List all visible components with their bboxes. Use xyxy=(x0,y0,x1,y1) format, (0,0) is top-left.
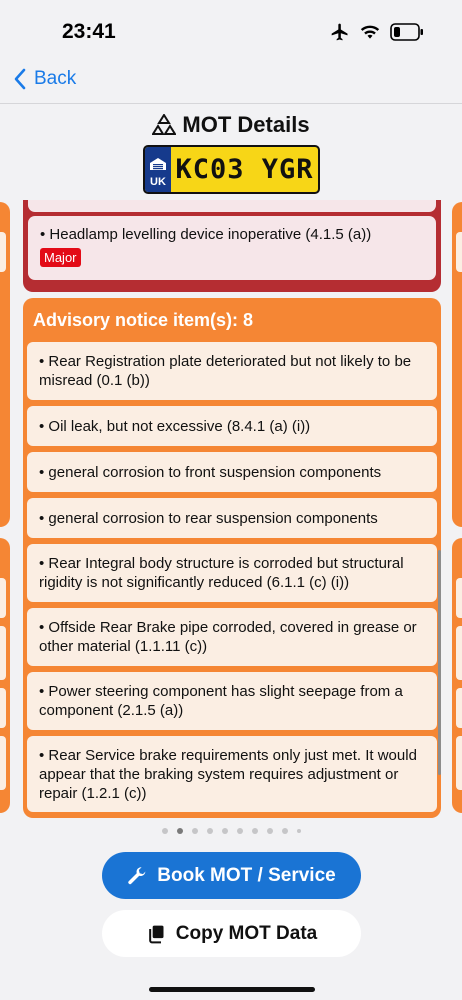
page-dot[interactable] xyxy=(297,829,301,833)
page-dot[interactable] xyxy=(222,828,228,834)
airplane-icon xyxy=(330,22,350,42)
next-card-item xyxy=(456,626,462,680)
prev-card-item xyxy=(0,688,6,728)
mot-carousel[interactable] xyxy=(0,200,462,820)
copy-mot-label: Copy MOT Data xyxy=(175,922,318,944)
advisory-card xyxy=(23,298,441,818)
prev-card-item xyxy=(0,578,6,618)
next-card-item xyxy=(456,578,462,618)
next-card[interactable] xyxy=(452,202,462,527)
advisory-item: • Rear Service brake requirements only just met. It would appear that the braking system requires adjustment or repair (1.2.1 (c)) xyxy=(27,736,437,812)
advisory-item: • Rear Registration plate deteriorated but not likely to be misread (0.1 (b)) xyxy=(27,342,437,400)
header xyxy=(0,108,462,200)
next-card-item xyxy=(456,232,462,272)
battery-icon xyxy=(390,23,424,41)
wifi-icon xyxy=(360,24,380,40)
page-dot[interactable] xyxy=(267,828,273,834)
back-label: Back xyxy=(34,68,77,89)
page-dot[interactable] xyxy=(252,828,258,834)
advisory-item: • general corrosion to rear suspension components xyxy=(27,498,437,538)
page-dot[interactable] xyxy=(162,828,168,834)
home-indicator[interactable] xyxy=(149,987,315,992)
major-defects-card xyxy=(23,200,441,292)
advisory-item: • Oil leak, but not excessive (8.4.1 (a) (i)) xyxy=(27,406,437,446)
page-dot[interactable] xyxy=(282,828,288,834)
chevron-left-icon xyxy=(14,68,26,90)
copy-icon xyxy=(146,924,166,944)
prev-card[interactable] xyxy=(0,202,10,527)
major-item-text: • Headlamp levelling device inoperative (4.1.5 (a)) xyxy=(40,226,372,243)
major-tag: Major xyxy=(40,248,81,267)
prev-card-lower[interactable] xyxy=(0,538,10,813)
plate-country: UK xyxy=(150,176,166,188)
plate-country-band xyxy=(145,147,171,192)
number-plate xyxy=(143,145,320,194)
page-title: MOT Details xyxy=(182,112,310,137)
major-item xyxy=(28,216,436,280)
page-control[interactable] xyxy=(0,828,462,834)
mot-triangles-icon xyxy=(152,114,176,136)
prev-card-item xyxy=(0,626,6,680)
advisory-item: • Power steering component has slight seepage from a component (2.1.5 (a)) xyxy=(27,672,437,730)
book-mot-label: Book MOT / Service xyxy=(157,864,336,886)
plate-registration: KC03 YGR xyxy=(175,154,314,185)
next-card-lower[interactable] xyxy=(452,538,462,813)
copy-mot-data-button[interactable] xyxy=(102,910,361,957)
advisory-title: Advisory notice item(s): 8 xyxy=(33,310,254,330)
major-item-partial xyxy=(28,200,436,212)
back-button[interactable] xyxy=(14,68,76,90)
status-bar xyxy=(0,0,462,60)
garage-icon xyxy=(149,157,167,171)
status-time: 23:41 xyxy=(62,20,116,43)
title-row xyxy=(0,112,462,138)
advisory-item: • Offside Rear Brake pipe corroded, covered in grease or other material (1.1.11 (c)) xyxy=(27,608,437,666)
page-dot[interactable] xyxy=(192,828,198,834)
status-icons xyxy=(330,22,424,42)
wrench-icon xyxy=(127,866,147,886)
advisory-item: • Rear Integral body structure is corroded but structural rigidity is not significantly reduced (6.1.1 (c) (i)) xyxy=(27,544,437,602)
nav-bar xyxy=(0,60,462,104)
prev-card-item xyxy=(0,232,6,272)
prev-card-item xyxy=(0,736,6,790)
next-card-item xyxy=(456,688,462,728)
next-card-item xyxy=(456,736,462,790)
page-dot-active[interactable] xyxy=(177,828,183,834)
page-dot[interactable] xyxy=(237,828,243,834)
book-mot-button[interactable] xyxy=(102,852,361,899)
scrollbar[interactable] xyxy=(438,550,441,775)
page-dot[interactable] xyxy=(207,828,213,834)
advisory-item: • general corrosion to front suspension components xyxy=(27,452,437,492)
